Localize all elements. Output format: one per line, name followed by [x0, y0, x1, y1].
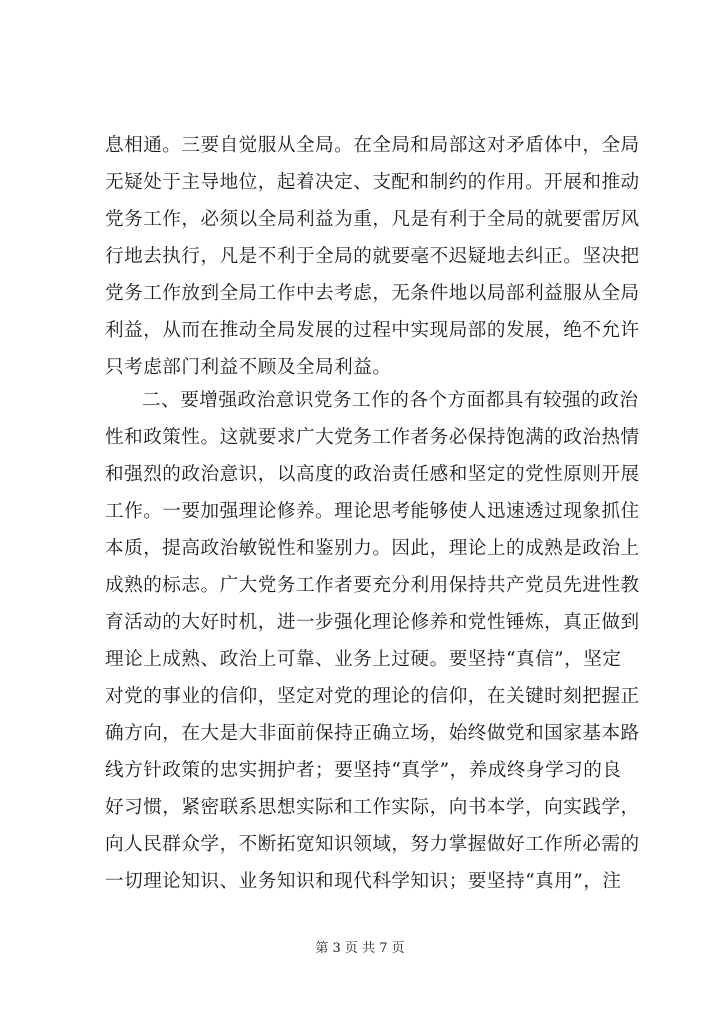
- text-line: 理论上成熟、政治上可靠、业务上过硬。要坚持“真信”，坚定: [105, 649, 622, 670]
- text-line: 二、要增强政治意识党务工作的各个方面都具有较强的政治: [142, 390, 639, 411]
- text-line: 育活动的大好时机，进一步强化理论修养和党性锤炼，真正做到: [105, 612, 640, 633]
- page-number-footer: 第 3 页 共 7 页: [315, 941, 405, 956]
- text-line: 息相通。三要自觉服从全局。在全局和局部这对矛盾体中，全局: [105, 135, 640, 156]
- text-line: 确方向，在大是大非面前保持正确立场，始终做党和国家基本路: [105, 723, 640, 744]
- text-line: 成熟的标志。广大党务工作者要充分利用保持共产党员先进性教: [105, 575, 640, 596]
- text-line: 只考虑部门利益不顾及全局利益。: [105, 357, 392, 378]
- text-line: 向人民群众学，不断拓宽知识领域，努力掌握做好工作所必需的: [105, 834, 640, 855]
- text-line: 党务工作，必须以全局利益为重，凡是有利于全局的就要雷厉风: [105, 209, 640, 230]
- text-line: 一切理论知识、业务知识和现代科学知识；要坚持“真用”，注: [105, 871, 622, 892]
- text-line: 无疑处于主导地位，起着决定、支配和制约的作用。开展和推动: [105, 172, 640, 193]
- paragraph-1: [105, 127, 640, 386]
- text-line: 性和政策性。这就要求广大党务工作者务必保持饱满的政治热情: [105, 427, 640, 448]
- text-line: 和强烈的政治意识，以高度的政治责任感和坚定的党性原则开展: [105, 464, 640, 485]
- text-line: 党务工作放到全局工作中去考虑，无条件地以局部利益服从全局: [105, 283, 640, 304]
- text-line: 利益，从而在推动全局发展的过程中实现局部的发展，绝不允许: [105, 320, 640, 341]
- text-line: 本质，提高政治敏锐性和鉴别力。因此，理论上的成熟是政治上: [105, 538, 640, 559]
- text-line: 线方针政策的忠实拥护者；要坚持“真学”，养成终身学习的良: [105, 760, 622, 781]
- text-line: 好习惯，紧密联系思想实际和工作实际，向书本学，向实践学，: [105, 797, 640, 818]
- text-line: 行地去执行，凡是不利于全局的就要毫不迟疑地去纠正。坚决把: [105, 246, 640, 267]
- text-line: 工作。一要加强理论修养。理论思考能够使人迅速透过现象抓住: [105, 501, 640, 522]
- text-line: 对党的事业的信仰，坚定对党的理论的信仰，在关键时刻把握正: [105, 686, 640, 707]
- paragraph-2: [105, 382, 640, 900]
